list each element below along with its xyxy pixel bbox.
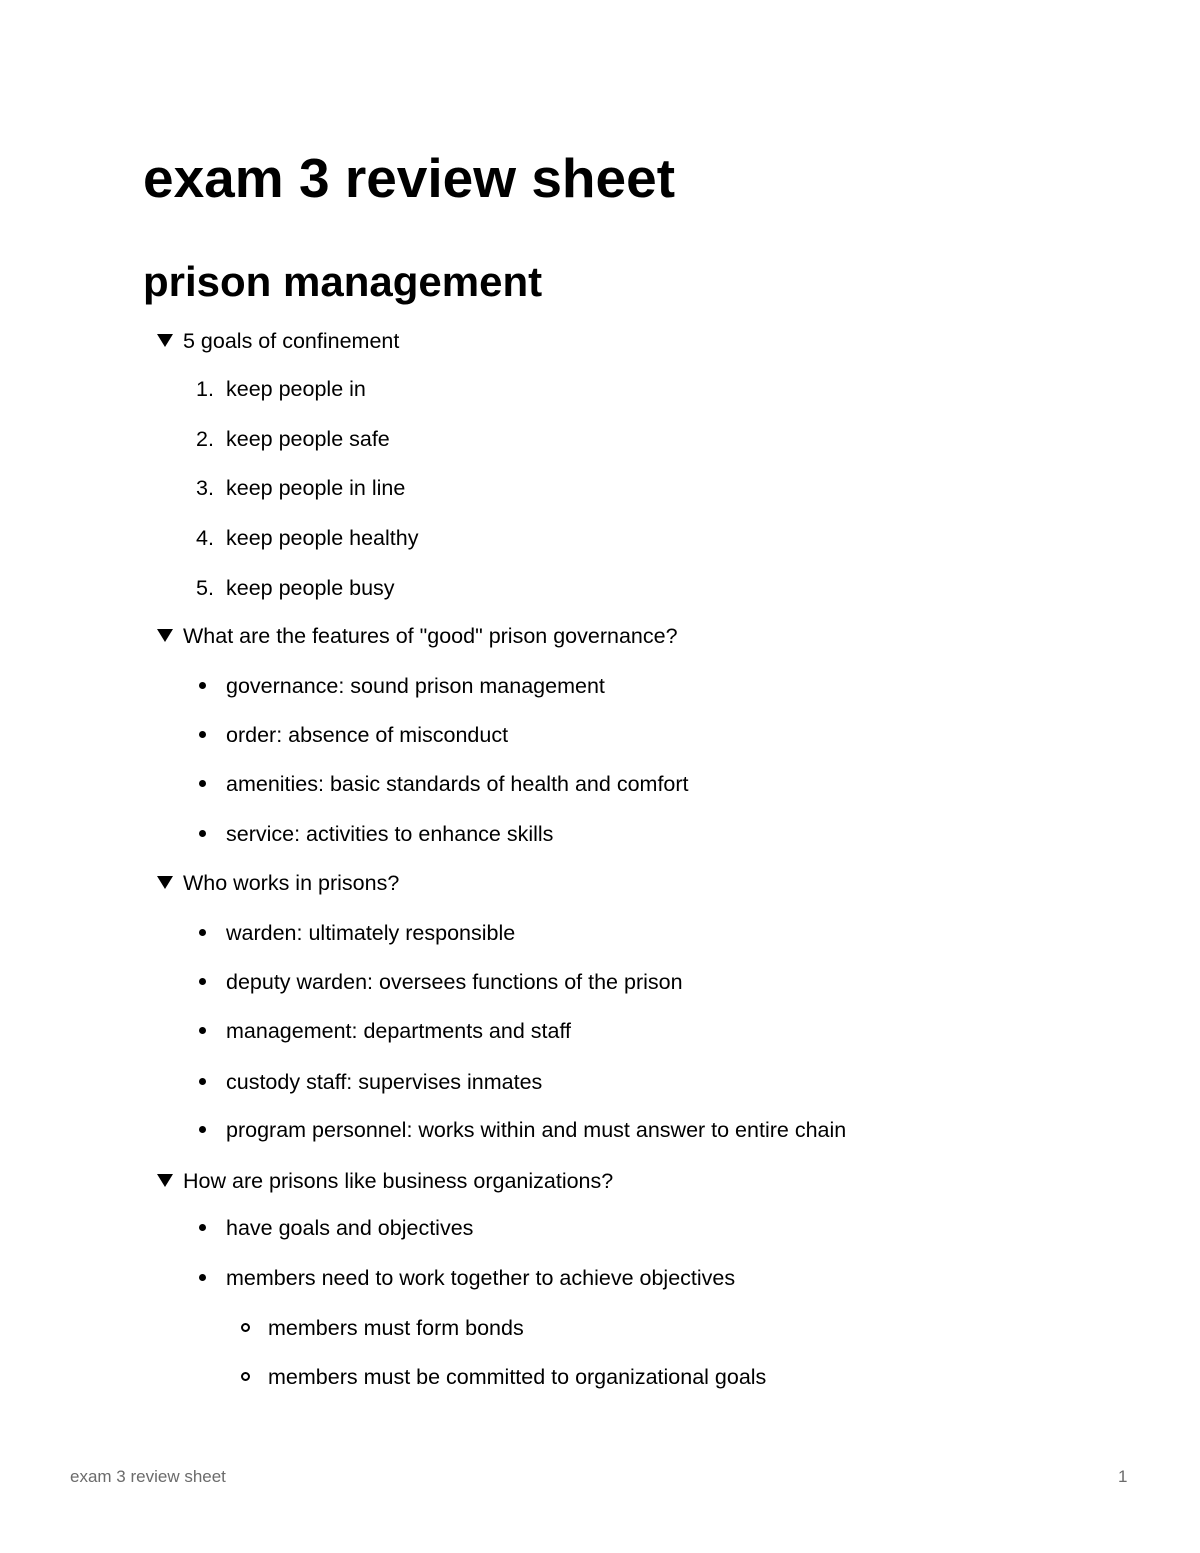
bullet-icon — [199, 1078, 206, 1085]
list-item-text: keep people healthy — [226, 526, 419, 550]
bullet-icon — [199, 830, 206, 837]
bullet-icon — [199, 780, 206, 787]
page-title: exam 3 review sheet — [143, 147, 676, 209]
list-item-text: amenities: basic standards of health and comfort — [226, 772, 689, 796]
sub-list-item-text: members must be committed to organizational goals — [268, 1365, 767, 1389]
list-item-text: keep people in — [226, 377, 366, 401]
footer-page-number: 1 — [1118, 1467, 1128, 1486]
list-item-text: service: activities to enhance skills — [226, 822, 554, 846]
toggle-prisons-like-business[interactable] — [157, 1166, 613, 1196]
list-number: 2. — [196, 427, 214, 451]
list-item-text: order: absence of misconduct — [226, 723, 509, 747]
list-number: 3. — [196, 476, 214, 500]
toggle-triangle-icon[interactable] — [157, 1174, 173, 1187]
list-item-text: keep people busy — [226, 576, 395, 600]
bullet-icon — [199, 978, 206, 985]
list-item-text: members need to work together to achieve objectives — [226, 1266, 736, 1290]
list-item-text: have goals and objectives — [226, 1216, 474, 1240]
list-item-text: custody staff: supervises inmates — [226, 1070, 543, 1094]
list-item-text: keep people in line — [226, 476, 406, 500]
footer-doc-title: exam 3 review sheet — [70, 1467, 226, 1486]
bullet-icon — [199, 682, 206, 689]
bullet-icon — [199, 1027, 206, 1034]
hollow-bullet-icon — [241, 1323, 250, 1332]
list-item-text: program personnel: works within and must answer to entire chain — [226, 1118, 847, 1142]
toggle-heading: 5 goals of confinement — [183, 329, 400, 353]
bullet-icon — [199, 1224, 206, 1231]
toggle-heading: How are prisons like business organizations? — [183, 1169, 614, 1193]
bullet-icon — [199, 1126, 206, 1133]
toggle-triangle-icon[interactable] — [157, 876, 173, 889]
list-item-text: governance: sound prison management — [226, 674, 605, 698]
toggle-heading: What are the features of "good" prison governance? — [183, 624, 678, 648]
sub-list-item-text: members must form bonds — [268, 1316, 524, 1340]
toggle-triangle-icon[interactable] — [157, 629, 173, 642]
list-number: 4. — [196, 526, 214, 550]
toggle-good-prison-governance[interactable] — [157, 621, 678, 651]
toggle-heading: Who works in prisons? — [183, 871, 400, 895]
bullet-icon — [199, 1274, 206, 1281]
list-item-text: deputy warden: oversees functions of the prison — [226, 970, 683, 994]
list-item-text: warden: ultimately responsible — [226, 921, 516, 945]
list-number: 5. — [196, 576, 214, 600]
toggle-triangle-icon[interactable] — [157, 334, 173, 347]
bullet-icon — [199, 731, 206, 738]
list-item-text: management: departments and staff — [226, 1019, 572, 1043]
toggle-goals-of-confinement[interactable] — [157, 326, 399, 356]
toggle-who-works-in-prisons[interactable] — [157, 868, 399, 898]
list-item-text: keep people safe — [226, 427, 390, 451]
bullet-icon — [199, 929, 206, 936]
hollow-bullet-icon — [241, 1372, 250, 1381]
section-heading: prison management — [143, 258, 543, 305]
list-number: 1. — [196, 377, 214, 401]
